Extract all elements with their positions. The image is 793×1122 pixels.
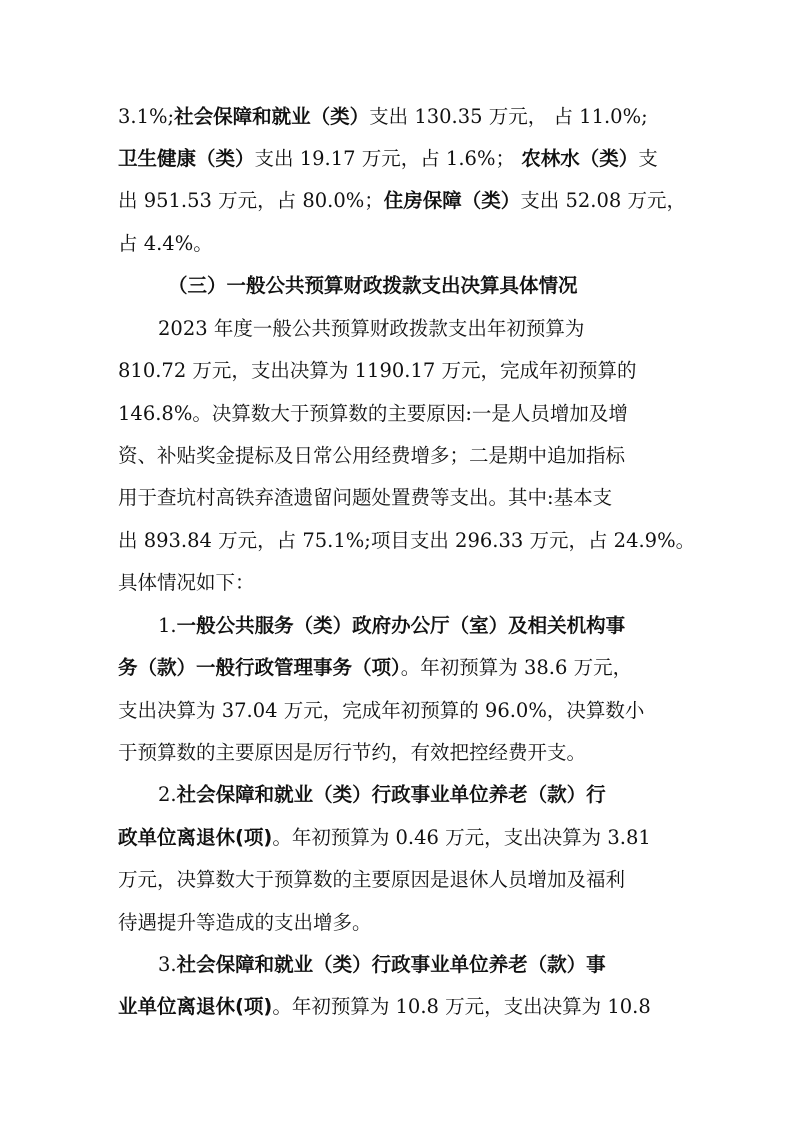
text-run: 支出决算为 37.04 万元，完成年初预算的 96.0%，决算数小	[118, 699, 645, 722]
text-run: 支出 52.08 万元，	[520, 189, 687, 212]
text-run: 支出 19.17 万元，占 1.6%；	[254, 147, 522, 170]
bold-item-title: 社会保障和就业（类）行政事业单位养老（款）行	[176, 783, 606, 806]
paragraph-line	[118, 655, 632, 681]
heading-text: （三）一般公共预算财政拨款支出决算具体情况	[168, 274, 578, 297]
text-run: 出 951.53 万元，占 80.0%；	[118, 189, 384, 212]
paragraph-line	[118, 740, 586, 766]
text-run: 具体情况如下：	[118, 571, 255, 594]
text-run: 待遇提升等造成的支出增多。	[118, 911, 372, 934]
text-run: 支	[638, 147, 658, 170]
paragraph-line	[118, 358, 636, 384]
text-run: 于预算数的主要原因是厉行节约，有效把控经费开支。	[118, 741, 587, 764]
item-number: 1.	[158, 614, 177, 637]
paragraph-line	[158, 316, 584, 342]
paragraph-line	[158, 782, 606, 808]
bold-item-title: 一般公共服务（类）政府办公厅（室）及相关机构事	[176, 614, 626, 637]
paragraph-line	[118, 231, 213, 257]
bold-category: 住房保障（类）	[383, 189, 521, 212]
item-number: 2.	[158, 783, 177, 806]
paragraph-line	[118, 570, 255, 596]
paragraph-line	[158, 952, 606, 978]
text-run: 用于查坑村高铁弃渣遗留问题处置费等支出。其中:基本支	[118, 486, 613, 509]
paragraph-line	[118, 528, 695, 554]
paragraph-line	[118, 188, 686, 214]
text-run: 出 893.84 万元，占 75.1%;项目支出 296.33 万元，占 24.9%。	[118, 529, 696, 552]
text-run: 万元，决算数大于预算数的主要原因是退休人员增加及福利	[118, 868, 626, 891]
paragraph-line	[118, 994, 651, 1020]
text-run: 支出 130.35 万元， 占 11.0%;	[369, 105, 648, 128]
paragraph-line	[118, 485, 612, 511]
bold-category: 卫生健康（类）	[118, 147, 255, 170]
bold-category: 社会保障和就业（类）	[174, 105, 370, 128]
section-heading	[168, 273, 578, 299]
paragraph-line	[118, 146, 658, 172]
bold-item-title: 业单位离退休(项)	[118, 995, 273, 1018]
bold-item-title: 政单位离退休(项)	[118, 826, 273, 849]
text-run: 资、补贴奖金提标及日常公用经费增多；二是期中追加指标	[118, 444, 626, 467]
text-run: 810.72 万元，支出决算为 1190.17 万元，完成年初预算的	[118, 359, 637, 382]
bold-category: 农林水（类）	[521, 147, 639, 170]
text-run: 2023 年度一般公共预算财政拨款支出年初预算为	[158, 317, 585, 340]
paragraph-line	[158, 613, 625, 639]
item-number: 3.	[158, 953, 177, 976]
paragraph-line	[118, 867, 625, 893]
paragraph-line	[118, 698, 644, 724]
bold-item-title: 社会保障和就业（类）行政事业单位养老（款）事	[176, 953, 606, 976]
bold-item-title: 务（款）一般行政管理事务（项）	[118, 656, 401, 679]
text-run: 3.1%;	[118, 105, 175, 128]
text-run: 。年初预算为 10.8 万元，支出决算为 10.8	[272, 995, 651, 1018]
paragraph-line	[118, 401, 628, 427]
paragraph-line	[118, 910, 372, 936]
paragraph-line	[118, 825, 651, 851]
text-run: 。年初预算为 0.46 万元，支出决算为 3.81	[272, 826, 651, 849]
text-run: 占 4.4%。	[118, 232, 213, 255]
text-run: 。年初预算为 38.6 万元，	[400, 656, 633, 679]
paragraph-line	[118, 104, 648, 130]
paragraph-line	[118, 443, 625, 469]
text-run: 146.8%。决算数大于预算数的主要原因:一是人员增加及增	[118, 402, 628, 425]
